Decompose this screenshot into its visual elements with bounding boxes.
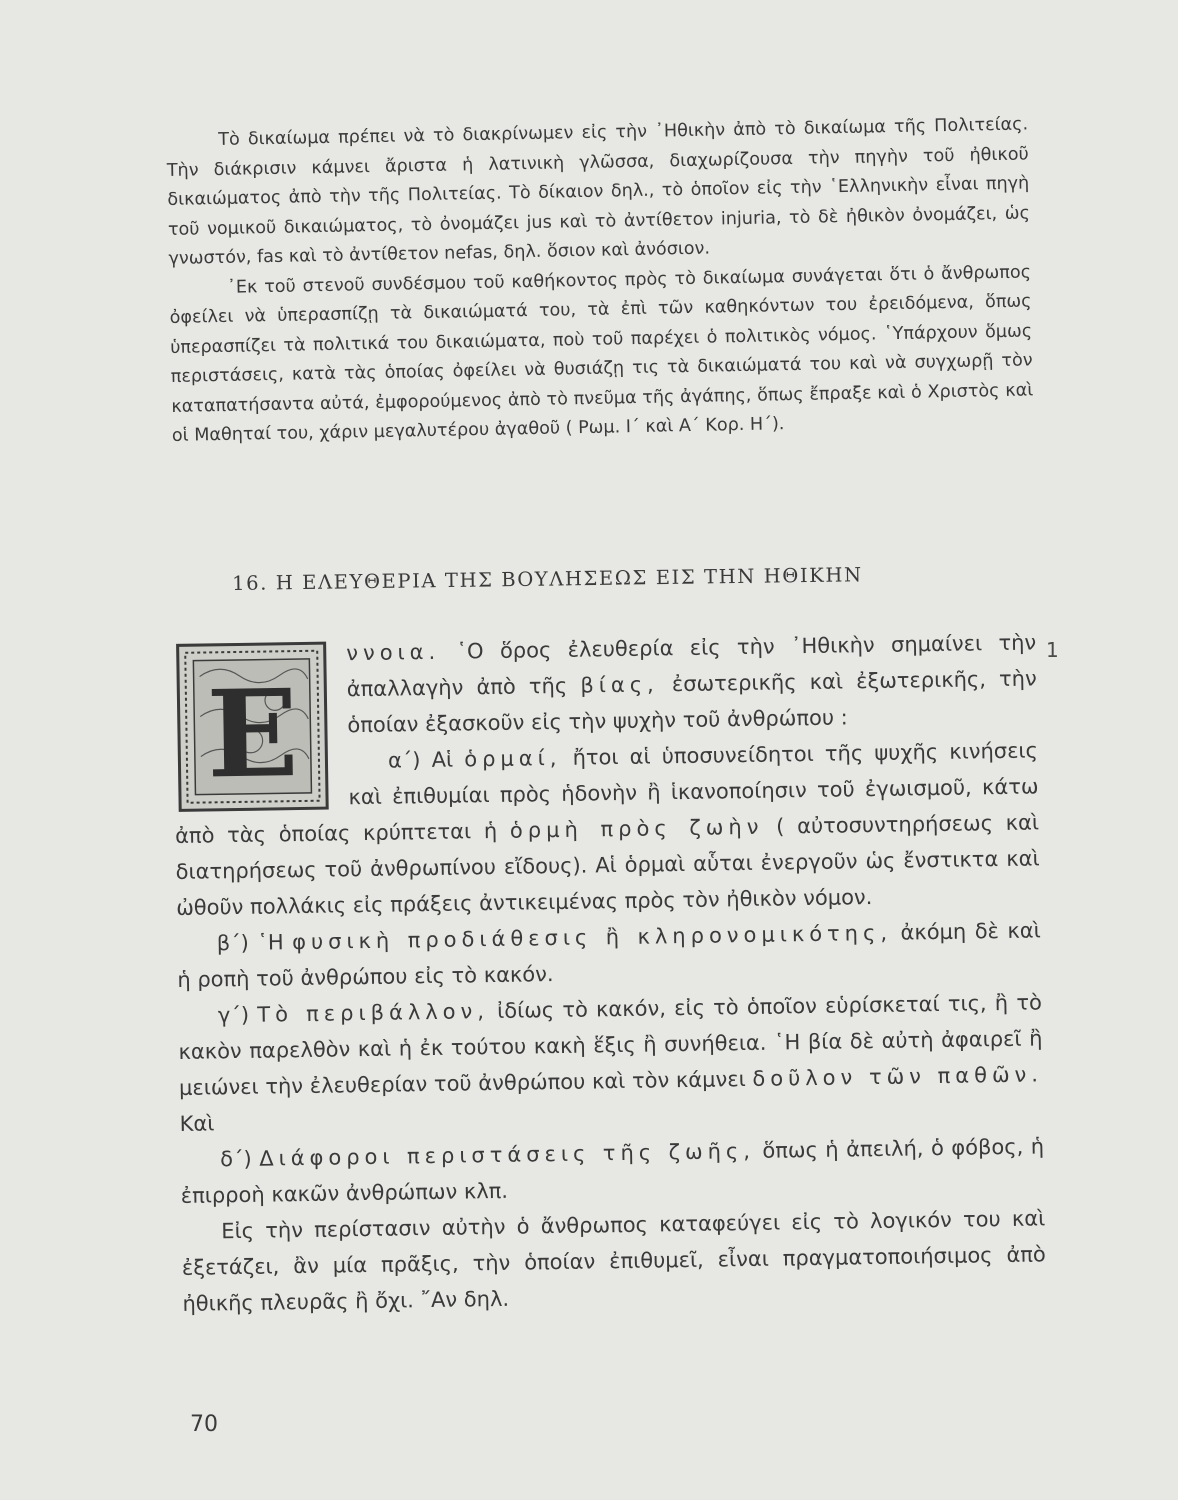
item-emphasis: Διάφοροι περιστάσεις τῆς ζωῆς, <box>259 1138 756 1171</box>
item-emphasis: φυσικὴ προδιάθεσις ἢ κληρονομικότης, <box>291 920 893 955</box>
margin-mark: 1 <box>1046 638 1059 662</box>
item-text: ὅπως ἡ ἀπειλή, ὁ φόβος, ἡ ἐπιρροὴ κακῶν ἀνθρώπων κλπ. <box>180 1134 1045 1208</box>
svg-text:E: E <box>205 663 300 806</box>
intro-text: ῾Ο ὅρος ἐλευθερία εἰς τὴν ᾿Ηθικὴν σημαίνει τὴν ἀπαλλαγὴν ἀπὸ τῆς <box>346 630 1037 702</box>
list-item <box>180 1128 1045 1214</box>
section-heading: 16. Η ΕΛΕΥΘΕΡΙΑ ΤΗΣ ΒΟΥΛΗΣΕΩΣ ΕΙΣ ΤΗΝ ΗΘΙΚΗΝ <box>232 563 863 595</box>
item-emphasis: ὁρμὴ πρὸς ζωὴν <box>509 814 764 843</box>
item-text: ἤτοι αἱ ὑποσυνείδητοι τῆς ψυχῆς κινήσεις καὶ ἐπιθυμίαι πρὸς ἡδονὴν ἢ ἱκανοποίησιν τοῦ ἐγωισμοῦ, κάτω ἀπὸ τὰς ὁποίας κρύπτεται ἡ <box>174 738 1039 848</box>
list-item <box>178 984 1044 1142</box>
section-body <box>172 624 1047 1321</box>
intro-text: ἐσωτερικῆς καὶ ἐξωτερικῆς, τὴν ὁποίαν ἐξασκοῦν εἰς τὴν ψυχὴν τοῦ ἀνθρώπου : <box>347 666 1037 738</box>
intro-emphasis: βίας, <box>580 672 659 698</box>
closing-paragraph: Εἰς τὴν περίστασιν αὐτὴν ὁ ἄνθρωπος καταφεύγει εἰς τὸ λογικόν του καὶ ἐξετάζει, ἂν μία πρᾶξις, τὴν ὁποίαν ἐπιθυμεῖ, εἶναι πραγματοποιήσιμος ἀπὸ ἠθικῆς πλευρᾶς ἢ ὄχι. ῎Αν δηλ. <box>181 1206 1046 1316</box>
item-text: ἰδίως τὸ κακόν, εἰς τὸ ὁποῖον εὑρίσκεταί τις, ἢ τὸ κακὸν παρελθὸν καὶ ἡ ἐκ τούτου κακὴ ἕξις ἢ συνήθεια. ῾Η βία δὲ αὐτὴ ἀφαιρεῖ ἢ μειώνει τὴν ἐλευθερίαν τοῦ ἀνθρώπου καὶ τὸν κάμνει <box>178 990 1043 1100</box>
page-number: 70 <box>190 1412 218 1437</box>
item-text: Καὶ <box>179 1111 215 1136</box>
item-label: α΄) Αἱ <box>387 747 465 773</box>
item-label: β΄) ῾Η <box>216 930 293 956</box>
item-emphasis: ὁρμαί, <box>464 745 562 772</box>
item-text: ( αὐτοσυντηρήσεως καὶ διατηρήσεως τοῦ ἀνθρωπίνου εἴδους). Αἱ ὁρμαὶ αὗται ἐνεργοῦν ὡς ἔνστικτα καὶ ὠθοῦν πολλάκις εἰς πράξεις ἀντικειμένας πρὸς τὸν ἠθικὸν νόμον. <box>175 810 1040 920</box>
item-emphasis: Τὸ περιβάλλον, <box>257 999 490 1027</box>
paragraph: Τὸ δικαίωμα πρέπει νὰ τὸ διακρίνωμεν εἰς τὴν ᾿Ηθικὴν ἀπὸ τὸ δικαίωμα τῆς Πολιτείας. Τὴν διάκρισιν κάμνει ἄριστα ἡ λατινικὴ γλῶσσα, διαχωρίζουσα τὴν πηγὴν τοῦ ἠθικοῦ δικαιώματος ἀπὸ τὴν τῆς Πολιτείας. Τὸ δίκαιον δηλ., τὸ ὁποῖον εἰς τὴν ῾Ελληνικὴν εἶναι πηγὴ τοῦ νομικοῦ δικαιώματος, τὸ ὀνομάζει jus καὶ τὸ ἀντίθετον injuria, τὸ δὲ ἠθικὸν ὀνομάζει, ὡς γνωστόν, fas καὶ τὸ ἀντίθετον nefas, δηλ. ὅσιον καὶ ἀνόσιον. <box>166 114 1031 269</box>
item-text: ἀκόμη δὲ καὶ ἡ ροπὴ τοῦ ἀνθρώπου εἰς τὸ κακόν. <box>177 918 1041 992</box>
top-text-block <box>166 110 1034 451</box>
list-item <box>177 912 1042 998</box>
item-label: δ΄) <box>220 1146 260 1172</box>
item-emphasis: δοῦλον τῶν παθῶν. <box>752 1062 1044 1091</box>
item-label: γ΄) <box>217 1002 258 1028</box>
ornamental-e-icon <box>179 645 326 809</box>
lead-word: ννοια. <box>346 639 441 666</box>
drop-cap-ornament <box>176 642 329 812</box>
paragraph: ᾿Εκ τοῦ στενοῦ συνδέσμου τοῦ καθήκοντος πρὸς τὸ δικαίωμα συνάγεται ὅτι ὁ ἄνθρωπος ὀφείλει νὰ ὑπερασπίζῃ τὰ δικαιώματά του, τὰ ἐπὶ τῶν καθηκόντων του ἐρειδόμενα, ὅπως ὑπερασπίζει τὰ πολιτικά του δικαιώματα, ποὺ τοῦ παρέχει ὁ πολιτικὸς νόμος. ῾Υπάρχουν ὅμως περιστάσεις, κατὰ τὰς ὁποίας ὀφείλει νὰ θυσιάζῃ τις τὰ δικαιώματά του καὶ νὰ συγχωρῇ τὸν καταπατήσαντα αὐτά, ἐμφορούμενος ἀπὸ τὸ πνεῦμα τῆς ἀγάπης, ὅπως ἔπραξε καὶ ὁ Χριστὸς καὶ οἱ Μαθηταί του, χάριν μεγαλυτέρου ἀγαθοῦ ( Ρωμ. Ι΄ καὶ Α΄ Κορ. Η΄). <box>169 261 1034 446</box>
